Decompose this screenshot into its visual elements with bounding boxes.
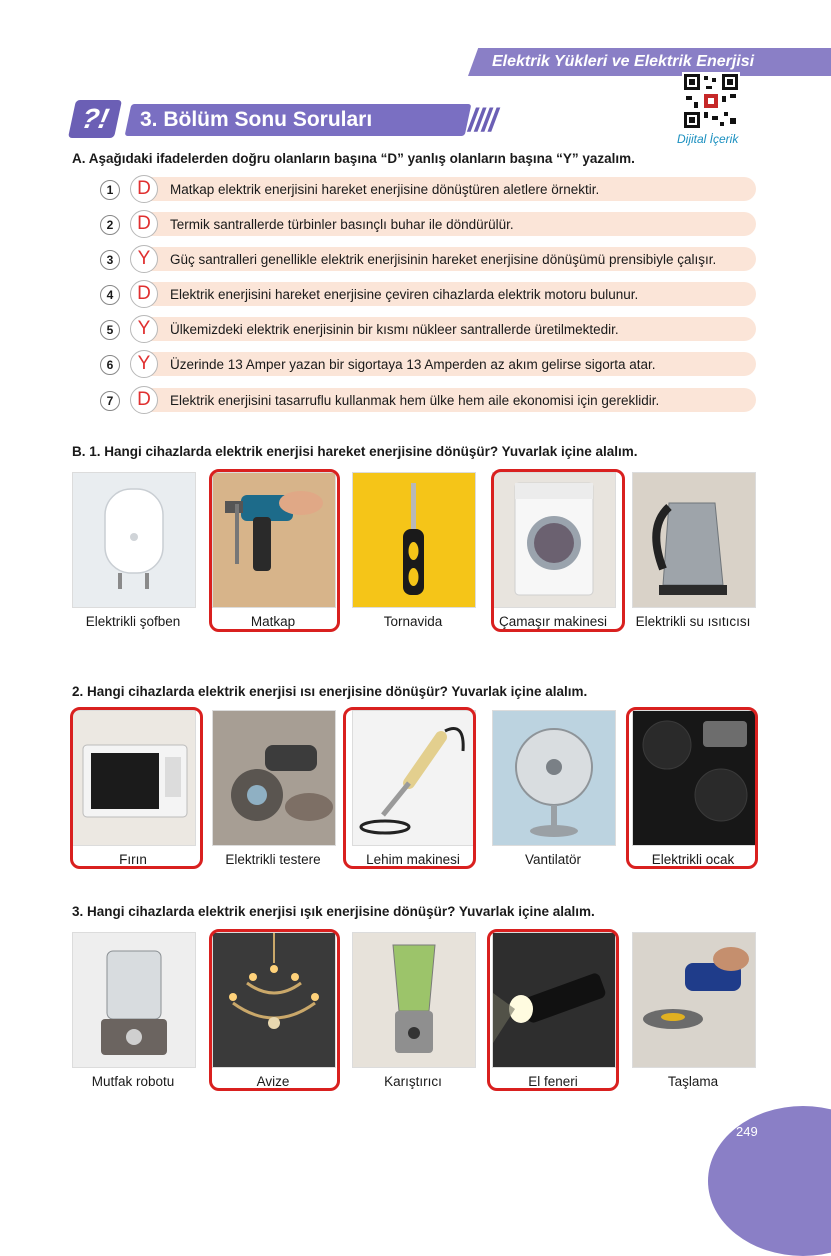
card-caption: Mutfak robotu: [91, 1074, 175, 1089]
section-title: 3. Bölüm Sonu Soruları: [140, 108, 373, 131]
statement-text: Üzerinde 13 Amper yazan bir sigortaya 13 Amperden az akım gelirse sigorta atar.: [170, 357, 656, 372]
answer-ring-firin: [70, 707, 203, 869]
card-caption: Elektrikli ocak: [651, 852, 735, 867]
statement-number: 2: [100, 215, 120, 235]
statement-text: Elektrik enerjisini tasarruflu kullanmak hem ülke hem aile ekonomisi için gereklidir.: [170, 393, 660, 408]
card-caption: Elektrikli su ısıtıcısı: [635, 614, 751, 629]
statement-row-2: [92, 212, 756, 236]
statement-row-7: [92, 388, 756, 412]
statement-number: 7: [100, 391, 120, 411]
statement-text: Matkap elektrik enerjisini hareket enerjisine dönüştüren aletlere örnektir.: [170, 182, 600, 197]
unit-title: Elektrik Yükleri ve Elektrik Enerjisi: [492, 53, 755, 70]
answer-circle[interactable]: Y: [130, 350, 158, 378]
answer-ring-avize: [209, 929, 340, 1091]
answer-ring-matkap: [209, 469, 340, 632]
card-caption: Tornavida: [383, 614, 443, 629]
screwdriver-image[interactable]: [352, 472, 476, 608]
part-b-question-3: 3. Hangi cihazlarda elektrik enerjisi ışık enerjisine dönüşür? Yuvarlak içine alalım.: [72, 904, 595, 919]
card-caption: Karıştırıcı: [384, 1074, 442, 1089]
answer-circle[interactable]: D: [130, 386, 158, 414]
food-processor-image[interactable]: [72, 932, 196, 1068]
statement-row-5: [92, 317, 756, 341]
statement-number: 5: [100, 320, 120, 340]
statement-text: Ülkemizdeki elektrik enerjisinin bir kısmı nükleer santrallerde üretilmektedir.: [170, 322, 619, 337]
kettle-image[interactable]: [632, 472, 756, 608]
statement-number: 3: [100, 250, 120, 270]
card-caption: Lehim makinesi: [366, 852, 460, 867]
card-caption: Fırın: [119, 852, 147, 867]
answer-ring-el-feneri: [487, 929, 619, 1091]
answer-circle[interactable]: D: [130, 280, 158, 308]
answer-circle[interactable]: D: [130, 210, 158, 238]
part-b-question-1: B. 1. Hangi cihazlarda elektrik enerjisi hareket enerjisine dönüşür? Yuvarlak içine alalım.: [72, 444, 638, 459]
statement-number: 6: [100, 355, 120, 375]
fan-image[interactable]: [492, 710, 616, 846]
statement-text: Elektrik enerjisini hareket enerjisine çeviren cihazlarda elektrik motoru bulunur.: [170, 287, 639, 302]
statement-text: Termik santrallerde türbinler basınçlı buhar ile döndürülür.: [170, 217, 514, 232]
answer-ring-camasir-makinesi: [491, 469, 625, 632]
qr-code-icon[interactable]: [682, 72, 740, 130]
card-caption: Elektrikli şofben: [85, 614, 181, 629]
part-a-instruction: A. Aşağıdaki ifadelerden doğru olanların başına “D” yanlış olanların başına “Y” yazalım.: [72, 151, 635, 166]
electric-saw-image[interactable]: [212, 710, 336, 846]
page-number: 249: [736, 1124, 758, 1139]
card-caption: Elektrikli testere: [225, 852, 321, 867]
card-caption: Taşlama: [667, 1074, 719, 1089]
statement-row-4: [92, 282, 756, 306]
answer-ring-elektrikli-ocak: [626, 707, 758, 869]
statement-text: Güç santralleri genellikle elektrik enerjisinin hareket enerjisine dönüşümü prensibiyle çalışır.: [170, 252, 717, 267]
answer-circle[interactable]: Y: [130, 245, 158, 273]
angle-grinder-image[interactable]: [632, 932, 756, 1068]
answer-ring-lehim-makinesi: [343, 707, 476, 869]
statement-number: 1: [100, 180, 120, 200]
water-heater-image[interactable]: [72, 472, 196, 608]
answer-circle[interactable]: Y: [130, 315, 158, 343]
card-caption: Matkap: [250, 614, 296, 629]
card-caption: El feneri: [528, 1074, 578, 1089]
answer-circle[interactable]: D: [130, 175, 158, 203]
card-caption: Vantilatör: [524, 852, 582, 867]
card-caption: Çamaşır makinesi: [498, 614, 608, 629]
question-mark-icon: ?!: [68, 100, 122, 138]
card-caption: Avize: [256, 1074, 290, 1089]
title-slashes: ////: [468, 102, 496, 138]
statement-row-6: [92, 352, 756, 376]
statement-row-1: [92, 177, 756, 201]
statement-number: 4: [100, 285, 120, 305]
digital-content-label: Dijital İçerik: [677, 132, 739, 146]
part-b-question-2: 2. Hangi cihazlarda elektrik enerjisi ısı enerjisine dönüşür? Yuvarlak içine alalım.: [72, 684, 588, 699]
page-number-badge: [708, 1106, 831, 1256]
blender-image[interactable]: [352, 932, 476, 1068]
statement-row-3: [92, 247, 756, 271]
